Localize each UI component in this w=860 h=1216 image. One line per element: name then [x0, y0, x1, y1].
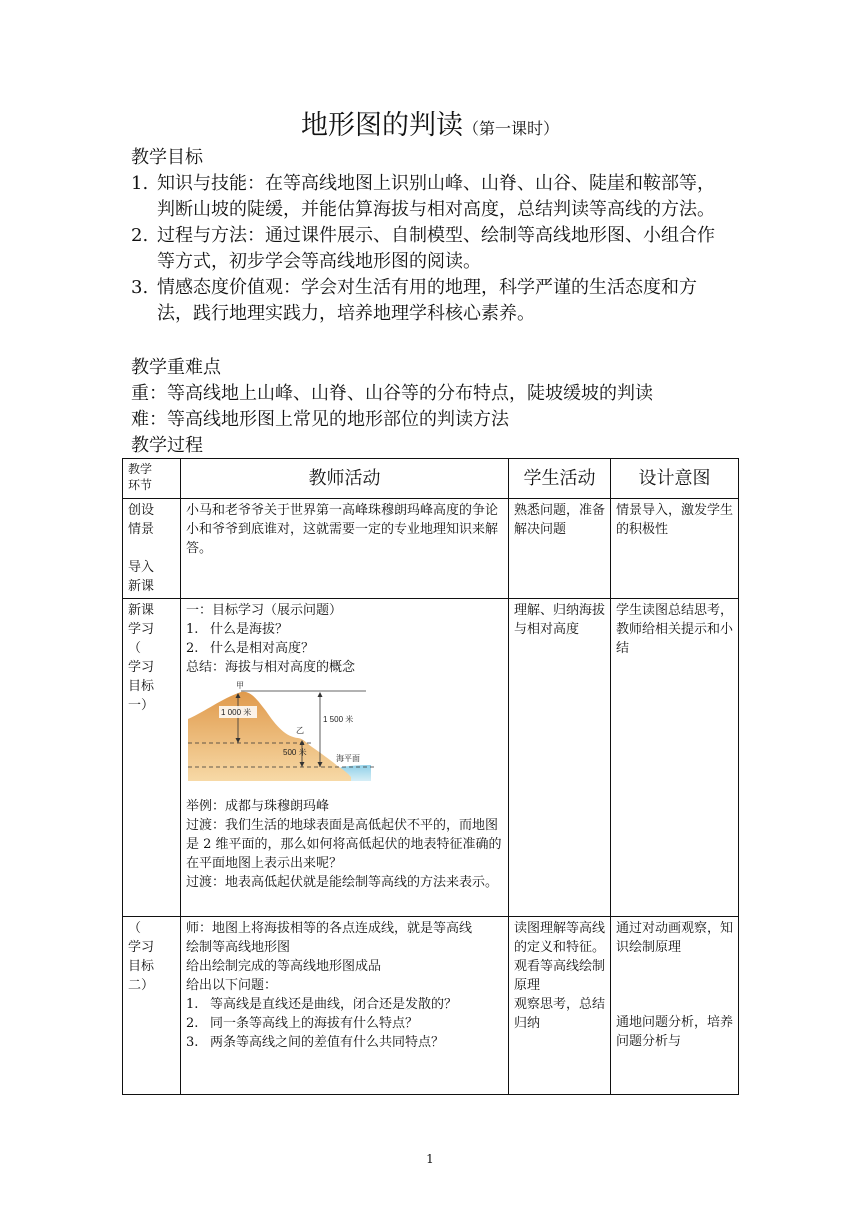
title-sub: （第一课时） [462, 119, 559, 138]
list-item: 3. 两条等高线之间的差值有什么共同特点？ [186, 1035, 445, 1050]
title-main: 地形图的判读 [300, 110, 463, 141]
header-stage: 教学 环节 [123, 459, 181, 499]
process-table [122, 458, 739, 1095]
table-header-row [123, 459, 739, 499]
teacher-cell: 一：目标学习（展示问题） 1. 什么是海拔？ 2. 什么是相对高度？ 总结：海拔与相对高度的概念 1 000 米 1 500 米 500 米 海平面 甲 乙 举例：成都与珠穆朗玛峰 过渡：我们生活的地球表面是高低起伏不平的，而地图是 2 维平面的，那么如何将高低起伏的地表特征准确的在平面地图上表示出来呢？ 过渡：地表高低起伏就是能绘制等高线的方法来表示。 [181, 599, 509, 917]
table-row [123, 499, 739, 599]
label-1500: 1 500 米 [323, 715, 354, 724]
table-row [123, 599, 739, 917]
label-500: 500 米 [283, 748, 307, 757]
student-cell: 读图理解等高线的定义和特征。 观看等高线绘制原理 观察思考，总结归纳 [509, 917, 611, 1095]
goal-item: 1. 知识与技能：在等高线地图上识别山峰、山脊、山谷、陡崖和鞍部等，判断山坡的陡缓，并能估算海拔与相对高度，总结判读等高线的方法。 [131, 173, 715, 220]
list-item: 1. 等高线是直线还是曲线，闭合还是发散的？ [186, 997, 458, 1012]
land-shape [188, 692, 354, 781]
list-item: 2. 同一条等高线上的海拔有什么特点？ [186, 1016, 419, 1031]
intent-cell: 学生读图总结思考，教师给相关提示和小结 [611, 599, 739, 917]
header-teacher: 教师活动 [181, 459, 509, 499]
keypoint-focus: 重：等高线地上山峰、山脊、山谷等的分布特点，陡坡缓坡的判读 [131, 383, 653, 404]
stage-cell: 创设 情景 导入 新课 [123, 499, 181, 599]
keypoint-difficulty: 难：等高线地形图上常见的地形部位的判读方法 [131, 409, 509, 430]
label-b: 乙 [296, 726, 304, 735]
stage-cell: 新课 学习 （ 学习 目标 一） [123, 599, 181, 917]
table-row [123, 917, 739, 1095]
list-item: 1. 什么是海拔？ [186, 622, 289, 637]
teacher-cell: 小马和老爷爷关于世界第一高峰珠穆朗玛峰高度的争论 小和爷爷到底谁对，这就需要一定的专业地理知识来解答。 [181, 499, 509, 599]
student-cell: 熟悉问题，准备解决问题 [509, 499, 611, 599]
page-title [0, 106, 860, 149]
intent-cell: 情景导入，激发学生的积极性 [611, 499, 739, 599]
goal-item: 3. 情感态度价值观：学会对生活有用的地理，科学严谨的生活态度和方法，践行地理实践力，培养地理学科核心素养。 [131, 277, 697, 324]
keypoints-heading: 教学重难点 [131, 357, 221, 378]
goal-item: 2. 过程与方法：通过课件展示、自制模型、绘制等高线地形图、小组合作等方式，初步学会等高线地形图的阅读。 [131, 225, 715, 272]
list-item: 2. 什么是相对高度？ [186, 641, 315, 656]
goals-list [131, 171, 731, 327]
process-heading: 教学过程 [131, 435, 203, 456]
label-sea: 海平面 [336, 754, 360, 763]
label-1000: 1 000 米 [221, 708, 252, 717]
header-student: 学生活动 [509, 459, 611, 499]
stage-cell: （ 学习 目标 二） [123, 917, 181, 1095]
student-cell: 理解、归纳海拔与相对高度 [509, 599, 611, 917]
intent-cell: 通过对动画观察，知识绘制原理 通地问题分析，培养问题分析与 [611, 917, 739, 1095]
elevation-diagram [186, 681, 386, 793]
header-intent: 设计意图 [611, 459, 739, 499]
page-number: 1 [426, 1152, 434, 1166]
teacher-cell: 师：地图上将海拔相等的各点连成线，就是等高线 绘制等高线地形图 给出绘制完成的等高线地形图成品 给出以下问题： 1. 等高线是直线还是曲线，闭合还是发散的？ 2. 同一条等高线上的海拔有什么特点？ 3. 两条等高线之间的差值有什么共同特点？ [181, 917, 509, 1095]
label-a: 甲 [236, 681, 244, 690]
goals-heading: 教学目标 [131, 147, 203, 168]
